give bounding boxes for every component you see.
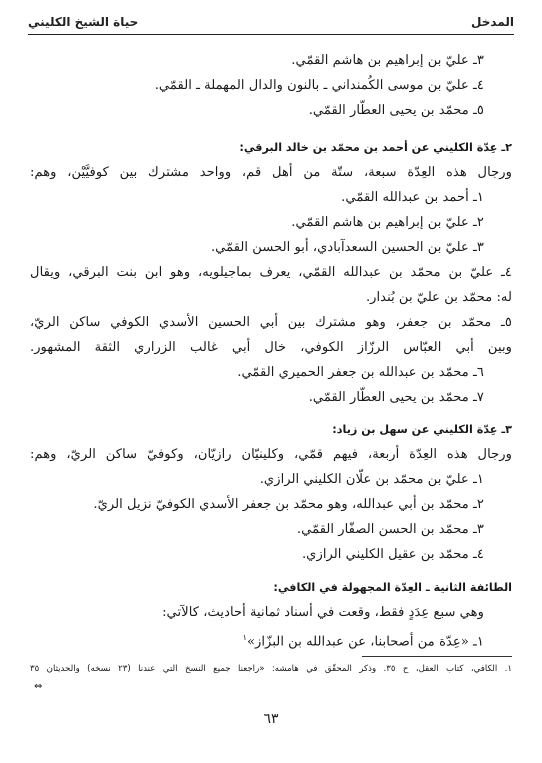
paragraph-line: له: محمّد بن عليّ بن بُندار.: [365, 290, 512, 305]
section-heading: الطائفة الثانية ـ العِدّة المجهولة في الكافي:: [273, 581, 512, 594]
page-number: ٦٣: [263, 711, 279, 727]
footnote-ref[interactable]: ١: [242, 633, 247, 642]
section-heading: ٣ـ عِدّة الكليني عن سهل بن زياد:: [332, 423, 512, 436]
list-item: ٣ـ عليّ بن الحسين السعدآبادي، أبو الحسن القمّي.: [210, 240, 484, 255]
paragraph-line: وبين أبي العبّاس الرزّاز الكوفي، خال أبي غالب الزراري الثقة المشهور.: [30, 340, 512, 355]
header-book-title: حياة الشيخ الكليني: [28, 15, 139, 29]
paragraph-line: ورجال هذه العِدّة أربعة، فيهم قمّي، وكلينيّان رازيّان، وكوفيّ ساكن الريّ، وهم:: [30, 447, 512, 462]
list-item: ٢ـ محمّد بن أبي عبدالله، وهو محمّد بن جعفر الأسدي الكوفيّ نزيل الريّ.: [93, 497, 484, 512]
list-item: ٤ـ عليّ بن موسى الكُمنداني ـ بالنون والدال المهملة ـ القمّي.: [154, 78, 484, 93]
list-item: ٦ـ محمّد بن عبدالله بن جعفر الحميري القمّي.: [237, 365, 484, 380]
list-item: ٢ـ عليّ بن إبراهيم بن هاشم القمّي.: [291, 215, 484, 230]
header-section-title: المدخل: [471, 15, 514, 29]
list-item: ٤ـ محمّد بن عقيل الكليني الرازي.: [301, 547, 484, 562]
footnote-rule: [362, 656, 512, 657]
footnote: ١. الكافي، كتاب العقل، ح ٣٥. وذكر المحقّق في هامشه: «راجعنا جميع النسخ التي عندنا (٢٣ نسخه) والحديثان ٣٥: [30, 664, 513, 674]
paragraph-line: وهي سبع عِدَدٍ فقط، وقعت في أسناد ثمانية أحاديث، كالآتي:: [162, 605, 484, 620]
paragraph-line: ٤ـ عليّ بن محمّد بن عبدالله القمّي، يعرف بماجيلويه، وهو ابن بنت البرقي، ويقال: [30, 265, 512, 280]
list-item: ٣ـ محمّد بن الحسن الصفّار القمّي.: [296, 522, 484, 537]
paragraph-line: ورجال هذه العِدّة سبعة، ستّة من أهل قم، وواحد مشترك بين كوفيَّيْن، وهم:: [30, 165, 512, 180]
continuation-arrow-icon: ⇔: [34, 681, 43, 692]
list-item: ١ـ أحمد بن عبدالله القمّي.: [341, 190, 484, 205]
running-header: [28, 13, 514, 33]
list-item: ٧ـ محمّد بن يحيى العطّار القمّي.: [308, 390, 484, 405]
list-item: ٣ـ عليّ بن إبراهيم بن هاشم القمّي.: [291, 53, 484, 68]
list-item: [243, 628, 484, 652]
header-rule: [28, 34, 514, 35]
list-item: ٥ـ محمّد بن يحيى العطّار القمّي.: [308, 103, 484, 118]
paragraph-line: ٥ـ محمّد بن جعفر، وهو مشترك بين أبي الحسين الأسدي الكوفي ساكن الريّ،: [30, 315, 512, 330]
list-item: ١ـ عليّ بن محمّد بن علّان الكليني الرازي.: [259, 472, 484, 487]
section-heading: ٢ـ عِدّة الكليني عن أحمد بن محمّد بن خالد البرقي:: [239, 141, 512, 154]
list-item-text: ١ـ «عِدّة من أصحابنا، عن عبدالله بن البزّاز»: [246, 634, 484, 650]
